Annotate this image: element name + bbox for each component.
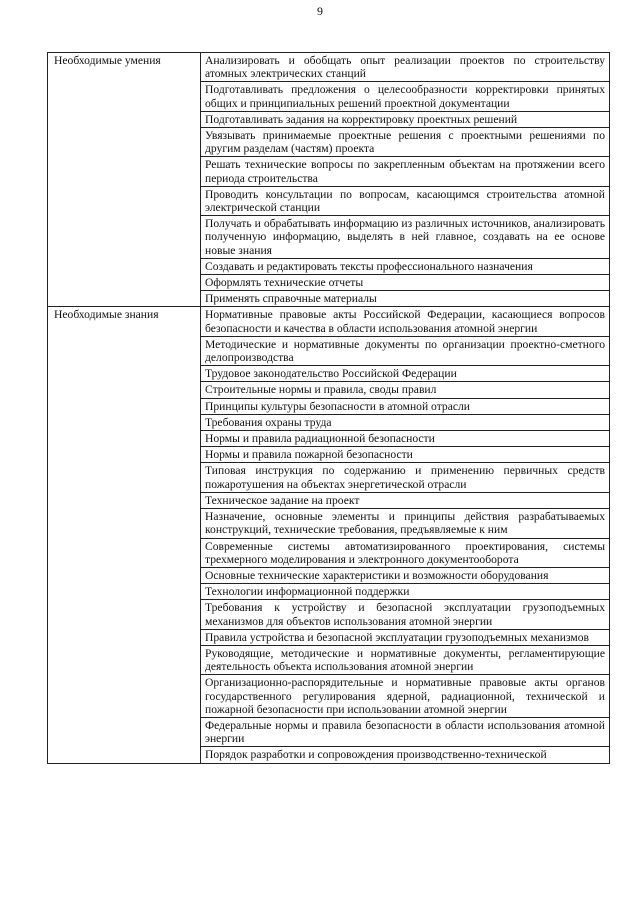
section-item: Нормы и правила пожарной безопасности bbox=[201, 447, 610, 463]
section-item: Правила устройства и безопасной эксплуатации грузоподъемных механизмов bbox=[201, 629, 610, 645]
section-item: Подготавливать задания на корректировку проектных решений bbox=[201, 111, 610, 127]
section-item: Федеральные нормы и правила безопасности в области использования атомной энергии bbox=[201, 717, 610, 746]
section-item: Руководящие, методические и нормативные документы, регламентирующие деятельность объекта использования атомной энергии bbox=[201, 645, 610, 674]
section-item: Трудовое законодательство Российской Федерации bbox=[201, 366, 610, 382]
section-item: Применять справочные материалы bbox=[201, 291, 610, 307]
section-item: Современные системы автоматизированного проектирования, системы трехмерного моделирования и электронного документооборота bbox=[201, 538, 610, 567]
section-item: Техническое задание на проект bbox=[201, 492, 610, 508]
section-item: Анализировать и обобщать опыт реализации проектов по строительству атомных электрических станций bbox=[201, 53, 610, 82]
section-item: Решать технические вопросы по закрепленным объектам на протяжении всего периода строительства bbox=[201, 157, 610, 186]
section-item: Нормы и правила радиационной безопасности bbox=[201, 431, 610, 447]
section-item: Строительные нормы и правила, своды правил bbox=[201, 382, 610, 398]
competency-table-body bbox=[48, 53, 610, 764]
section-item: Нормативные правовые акты Российской Федерации, касающиеся вопросов безопасности и качества в области использования атомной энергии bbox=[201, 307, 610, 336]
section-item: Принципы культуры безопасности в атомной отрасли bbox=[201, 398, 610, 414]
section-item: Методические и нормативные документы по организации проектно-сметного делопроизводства bbox=[201, 336, 610, 365]
section-item: Типовая инструкция по содержанию и применению первичных средств пожаротушения на объектах энергетической отрасли bbox=[201, 463, 610, 492]
page-number: 9 bbox=[317, 4, 323, 18]
section-item: Увязывать принимаемые проектные решения с проектными решениями по другим разделам (частям) проекта bbox=[201, 128, 610, 157]
section-item: Создавать и редактировать тексты профессионального назначения bbox=[201, 258, 610, 274]
section-item: Организационно-распорядительные и нормативные правовые акты органов государственного регулирования ядерной, радиационной, технической и пожарной безопасности при использовании атомной энергии bbox=[201, 675, 610, 718]
section-item: Требования охраны труда bbox=[201, 414, 610, 430]
section-item: Проводить консультации по вопросам, касающимся строительства атомной электрической станции bbox=[201, 186, 610, 215]
table-row bbox=[48, 307, 610, 336]
section-item: Оформлять технические отчеты bbox=[201, 275, 610, 291]
section-item: Требования к устройству и безопасной эксплуатации грузоподъемных механизмов для объектов использования атомной энергии bbox=[201, 600, 610, 629]
section-item: Назначение, основные элементы и принципы действия разрабатываемых конструкций, технические требования, предъявляемые к ним bbox=[201, 509, 610, 538]
section-label: Необходимые знания bbox=[48, 307, 201, 763]
section-label: Необходимые умения bbox=[48, 53, 201, 307]
competency-table bbox=[47, 52, 610, 764]
section-item: Получать и обрабатывать информацию из различных источников, анализировать полученную информацию, выделять в ней главное, создавать на ее основе новые знания bbox=[201, 216, 610, 259]
table-row bbox=[48, 53, 610, 82]
section-item: Порядок разработки и сопровождения производственно-технической bbox=[201, 747, 610, 763]
section-item: Подготавливать предложения о целесообразности корректировки принятых общих и принципиальных решений проектной документации bbox=[201, 82, 610, 111]
section-item: Основные технические характеристики и возможности оборудования bbox=[201, 567, 610, 583]
section-item: Технологии информационной поддержки bbox=[201, 584, 610, 600]
